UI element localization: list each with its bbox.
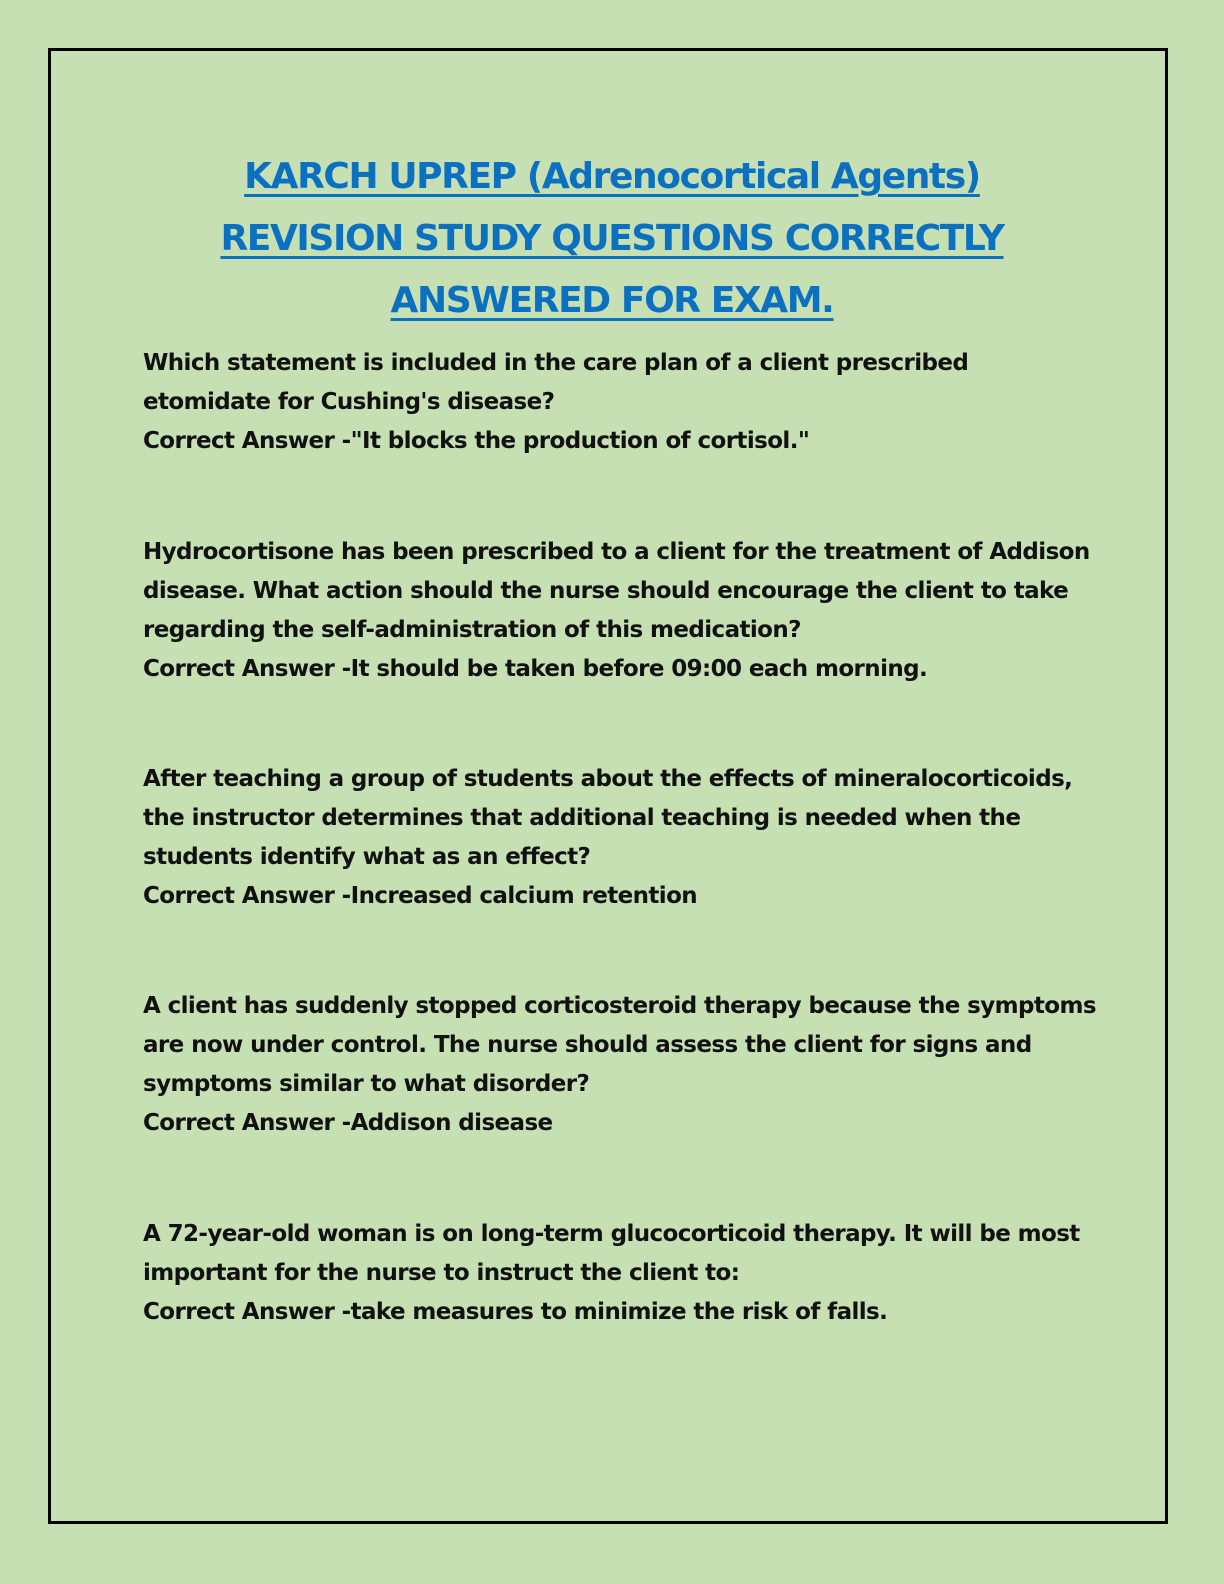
answer-1 bbox=[143, 422, 1103, 461]
title-line-1: KARCH UPREP (Adrenocortical Agents) bbox=[244, 156, 980, 197]
answer-prefix: Correct Answer - bbox=[143, 1299, 351, 1325]
answer-prefix: Correct Answer - bbox=[143, 883, 351, 909]
title-line-3: ANSWERED FOR EXAM. bbox=[390, 280, 834, 321]
answer-3 bbox=[143, 877, 1103, 916]
answer-4 bbox=[143, 1104, 1103, 1143]
answer-text-1: "It blocks the production of cortisol." bbox=[350, 428, 810, 454]
answer-prefix: Correct Answer - bbox=[143, 656, 351, 682]
answer-text-5: take measures to minimize the risk of falls. bbox=[350, 1299, 888, 1325]
answer-2 bbox=[143, 650, 1103, 689]
qa-item-4 bbox=[143, 987, 1103, 1143]
answer-prefix: Correct Answer - bbox=[143, 1110, 351, 1136]
answer-text-4: Addison disease bbox=[350, 1110, 553, 1136]
qa-item-2 bbox=[143, 533, 1103, 689]
title-line-2: REVISION STUDY QUESTIONS CORRECTLY bbox=[220, 218, 1004, 259]
qa-item-5 bbox=[143, 1215, 1103, 1332]
question-5: A 72-year-old woman is on long-term glucocorticoid therapy. It will be most important for the nurse to instruct the client to: bbox=[143, 1221, 1080, 1286]
answer-text-2: It should be taken before 09:00 each morning. bbox=[350, 656, 928, 682]
question-4: A client has suddenly stopped corticosteroid therapy because the symptoms are now under control. The nurse should assess the client for signs and symptoms similar to what disorder? bbox=[143, 993, 1096, 1097]
qa-item-3 bbox=[143, 760, 1103, 916]
qa-item-1 bbox=[143, 344, 1103, 461]
answer-5 bbox=[143, 1293, 1103, 1332]
question-2: Hydrocortisone has been prescribed to a client for the treatment of Addison disease. What action should the nurse should encourage the client to take regarding the self-administration of this medication? bbox=[143, 539, 1090, 643]
answer-prefix: Correct Answer - bbox=[143, 428, 351, 454]
answer-text-3: Increased calcium retention bbox=[350, 883, 698, 909]
question-1: Which statement is included in the care plan of a client prescribed etomidate for Cushing's disease? bbox=[143, 350, 969, 415]
question-3: After teaching a group of students about the effects of mineralocorticoids, the instructor determines that additional teaching is needed when the students identify what as an effect? bbox=[143, 766, 1073, 870]
document-title bbox=[100, 146, 1124, 332]
